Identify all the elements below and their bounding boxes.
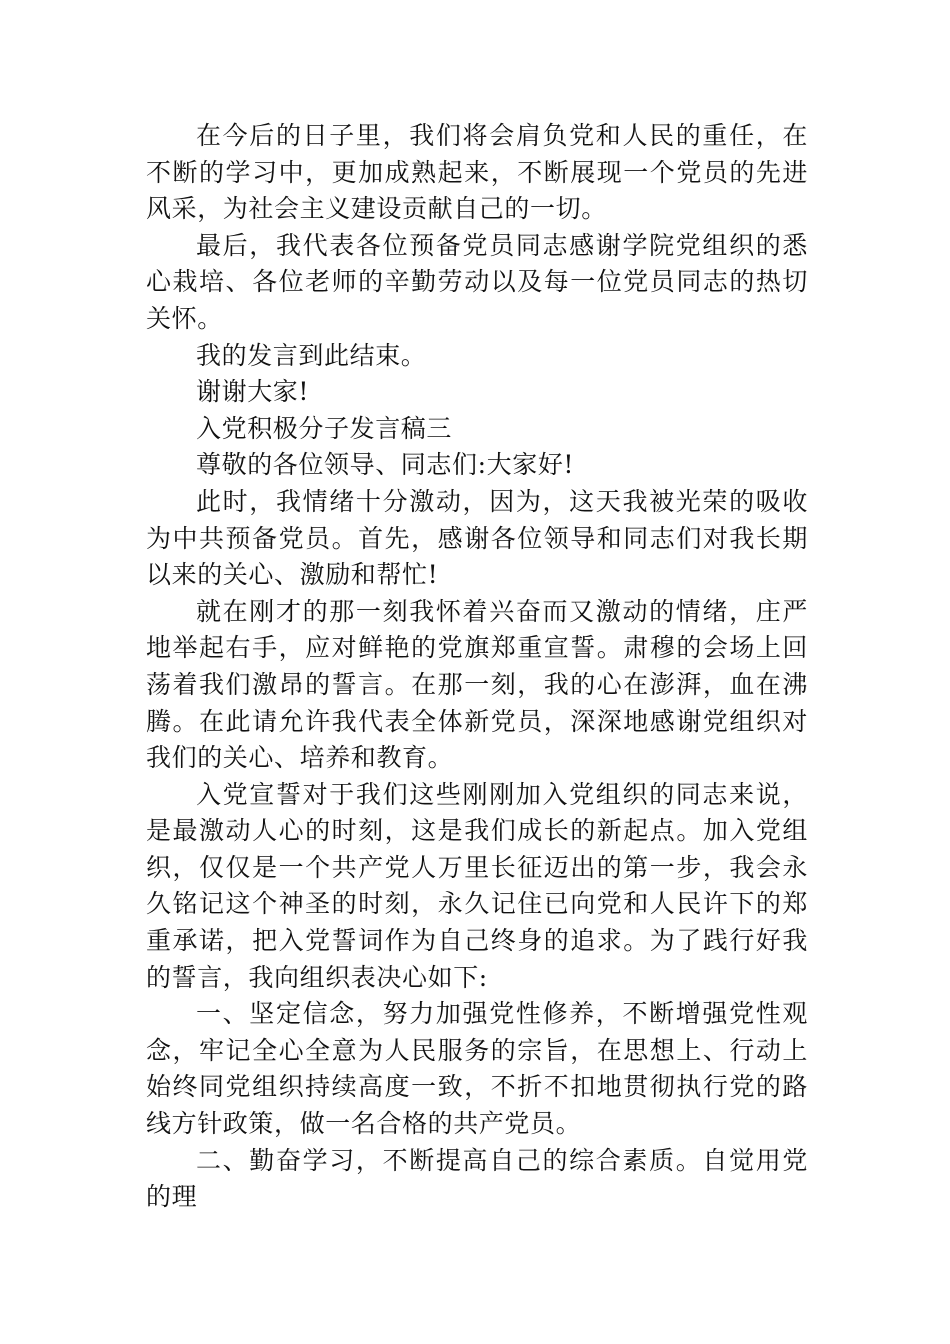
paragraph-7: 此时，我情绪十分激动，因为，这天我被光荣的吸收为中共预备党员。首先，感谢各位领导和同志们对我长期以来的关心、激励和帮忙! [146, 486, 808, 590]
paragraph-11: 二、勤奋学习，不断提高自己的综合素质。自觉用党的理 [146, 1145, 808, 1212]
paragraph-9: 入党宣誓对于我们这些刚刚加入党组织的同志来说，是最激动人心的时刻，这是我们成长的新起点。加入党组织，仅仅是一个共产党人万里长征迈出的第一步，我会永久铭记这个神圣的时刻，永久记住已向党和人民许下的郑重承诺，把入党誓词作为自己终身的追求。为了践行好我的誓言，我向组织表决心如下: [146, 779, 808, 992]
paragraph-2: 最后，我代表各位预备党员同志感谢学院党组织的悉心栽培、各位老师的辛勤劳动以及每一位党员同志的热切关怀。 [146, 230, 808, 333]
section-title: 入党积极分子发言稿三 [196, 413, 453, 443]
salutation: 尊敬的各位领导、同志们:大家好! [196, 450, 575, 480]
paragraph-3: 我的发言到此结束。 [196, 340, 427, 370]
paragraph-4: 谢谢大家! [196, 377, 310, 407]
paragraph-1: 在今后的日子里，我们将会肩负党和人民的重任，在不断的学习中，更加成熟起来，不断展现一个党员的先进风采，为社会主义建设贡献自己的一切。 [146, 121, 808, 224]
paragraph-8: 就在刚才的那一刻我怀着兴奋而又激动的情绪，庄严地举起右手，应对鲜艳的党旗郑重宣誓。肃穆的会场上回荡着我们激昂的誓言。在那一刻，我的心在澎湃，血在沸腾。在此请允许我代表全体新党员，深深地感谢党组织对我们的关心、培养和教育。 [146, 596, 808, 773]
document-body [146, 118, 808, 1216]
paragraph-10: 一、坚定信念，努力加强党性修养，不断增强党性观念，牢记全心全意为人民服务的宗旨，在思想上、行动上始终同党组织持续高度一致，不折不扣地贯彻执行党的路线方针政策，做一名合格的共产党员。 [146, 999, 808, 1139]
